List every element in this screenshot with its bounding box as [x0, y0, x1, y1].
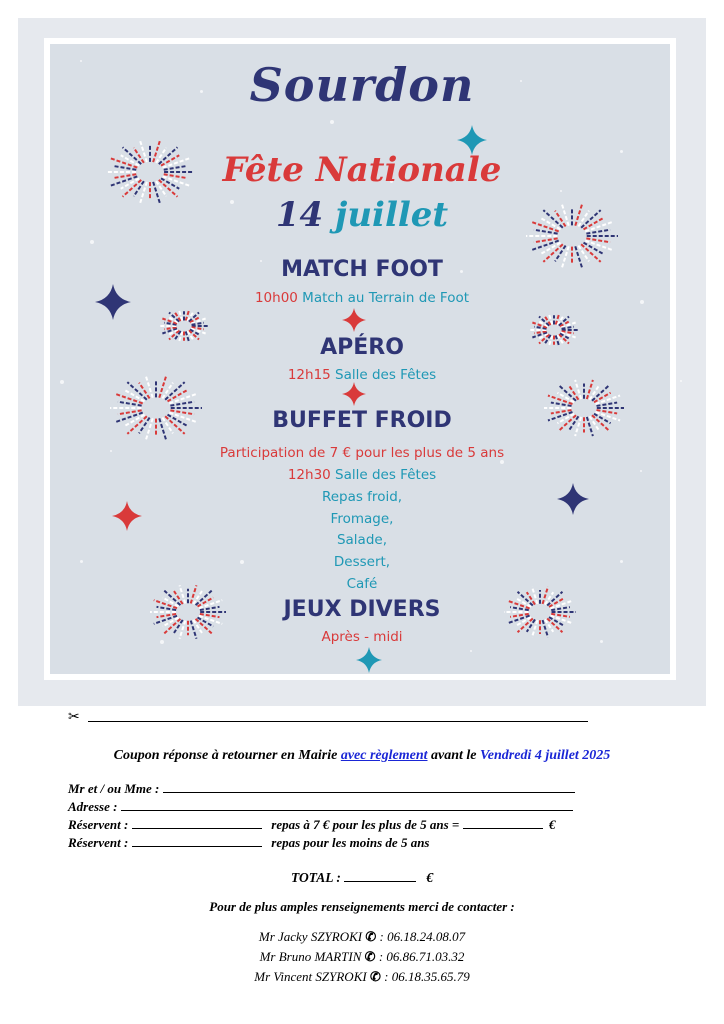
coupon-payment-link[interactable]: avec règlement [340, 748, 428, 763]
total-field[interactable] [344, 869, 416, 882]
buffet-time: 12h30 [287, 467, 331, 483]
reserve1-count-field[interactable] [132, 816, 262, 829]
reserve1-amount-field[interactable] [463, 816, 543, 829]
poster-title: Sourdon [249, 58, 475, 112]
total-unit: € [426, 870, 434, 885]
date-word: juillet [335, 195, 449, 235]
reserve1-label: Réservent : [68, 817, 129, 832]
cut-line [68, 708, 588, 724]
reserve1-text: repas à 7 € pour les plus de 5 ans = [271, 817, 460, 832]
contact-phone: : 06.18.35.65.79 [384, 969, 470, 984]
match-detail: Match au Terrain de Foot [302, 290, 470, 306]
contact-line [0, 929, 724, 945]
phone-icon: ✆ [364, 949, 376, 964]
buffet-line [0, 467, 724, 483]
heading-match-foot: MATCH FOOT [281, 257, 443, 282]
apero-detail: Salle des Fêtes [335, 367, 437, 383]
address-row [68, 798, 573, 815]
address-field[interactable] [121, 798, 573, 811]
menu-item: Salade, [336, 532, 388, 548]
reserve1-unit: € [549, 817, 556, 832]
sparkle-star-icon [342, 382, 366, 406]
match-line [0, 290, 724, 306]
heading-buffet-froid: BUFFET FROID [272, 408, 452, 433]
reserve-row-2 [68, 834, 430, 851]
sparkle-star-icon [342, 308, 366, 332]
menu-item: Dessert, [333, 554, 391, 570]
contact-intro: Pour de plus amples renseignements merci de contacter : [209, 899, 515, 914]
menu-item: Fromage, [330, 511, 394, 527]
cut-rule [88, 721, 588, 722]
coupon-deadline: Vendredi 4 juillet 2025 [480, 748, 611, 763]
contact-name: Mr Jacky SZYROKI [258, 929, 363, 944]
poster-subtitle: Fête Nationale [222, 150, 502, 190]
name-row [68, 780, 575, 797]
address-field-label: Adresse : [68, 799, 118, 814]
reserve-row-1 [68, 816, 556, 833]
reserve2-count-field[interactable] [132, 834, 262, 847]
coupon-title-text-2: avant le [427, 748, 481, 763]
date-number: 14 [275, 195, 324, 235]
jeux-detail: Après - midi [321, 629, 403, 645]
phone-icon: ✆ [365, 929, 377, 944]
menu-item: Café [346, 576, 378, 592]
coupon-title [0, 748, 724, 764]
contact-name: Mr Bruno MARTIN [259, 949, 362, 964]
buffet-participation: Participation de 7 € pour les plus de 5 ans [219, 445, 505, 461]
total-label: TOTAL : [290, 870, 341, 885]
phone-icon: ✆ [369, 969, 381, 984]
contact-line [0, 949, 724, 965]
apero-time: 12h15 [287, 367, 331, 383]
contact-phone: : 06.18.24.08.07 [379, 929, 466, 944]
total-row [0, 869, 724, 886]
contact-name: Mr Vincent SZYROKI [254, 969, 367, 984]
name-field[interactable] [163, 780, 575, 793]
name-field-label: Mr et / ou Mme : [68, 781, 160, 796]
poster-date [0, 195, 724, 235]
menu-item: Repas froid, [321, 489, 403, 505]
heading-apero: APÉRO [320, 335, 404, 360]
match-time: 10h00 [254, 290, 298, 306]
contact-line [0, 969, 724, 985]
apero-line [0, 367, 724, 383]
heading-jeux-divers: JEUX DIVERS [283, 597, 441, 622]
contact-phone: : 06.86.71.03.32 [378, 949, 465, 964]
reserve2-label: Réservent : [68, 835, 129, 850]
buffet-detail: Salle des Fêtes [335, 467, 437, 483]
scissors-icon: ✂ [68, 708, 80, 724]
reserve2-text: repas pour les moins de 5 ans [271, 835, 430, 850]
sparkle-star-icon [356, 647, 382, 673]
coupon-title-text: Coupon réponse à retourner en Mairie [113, 748, 341, 763]
